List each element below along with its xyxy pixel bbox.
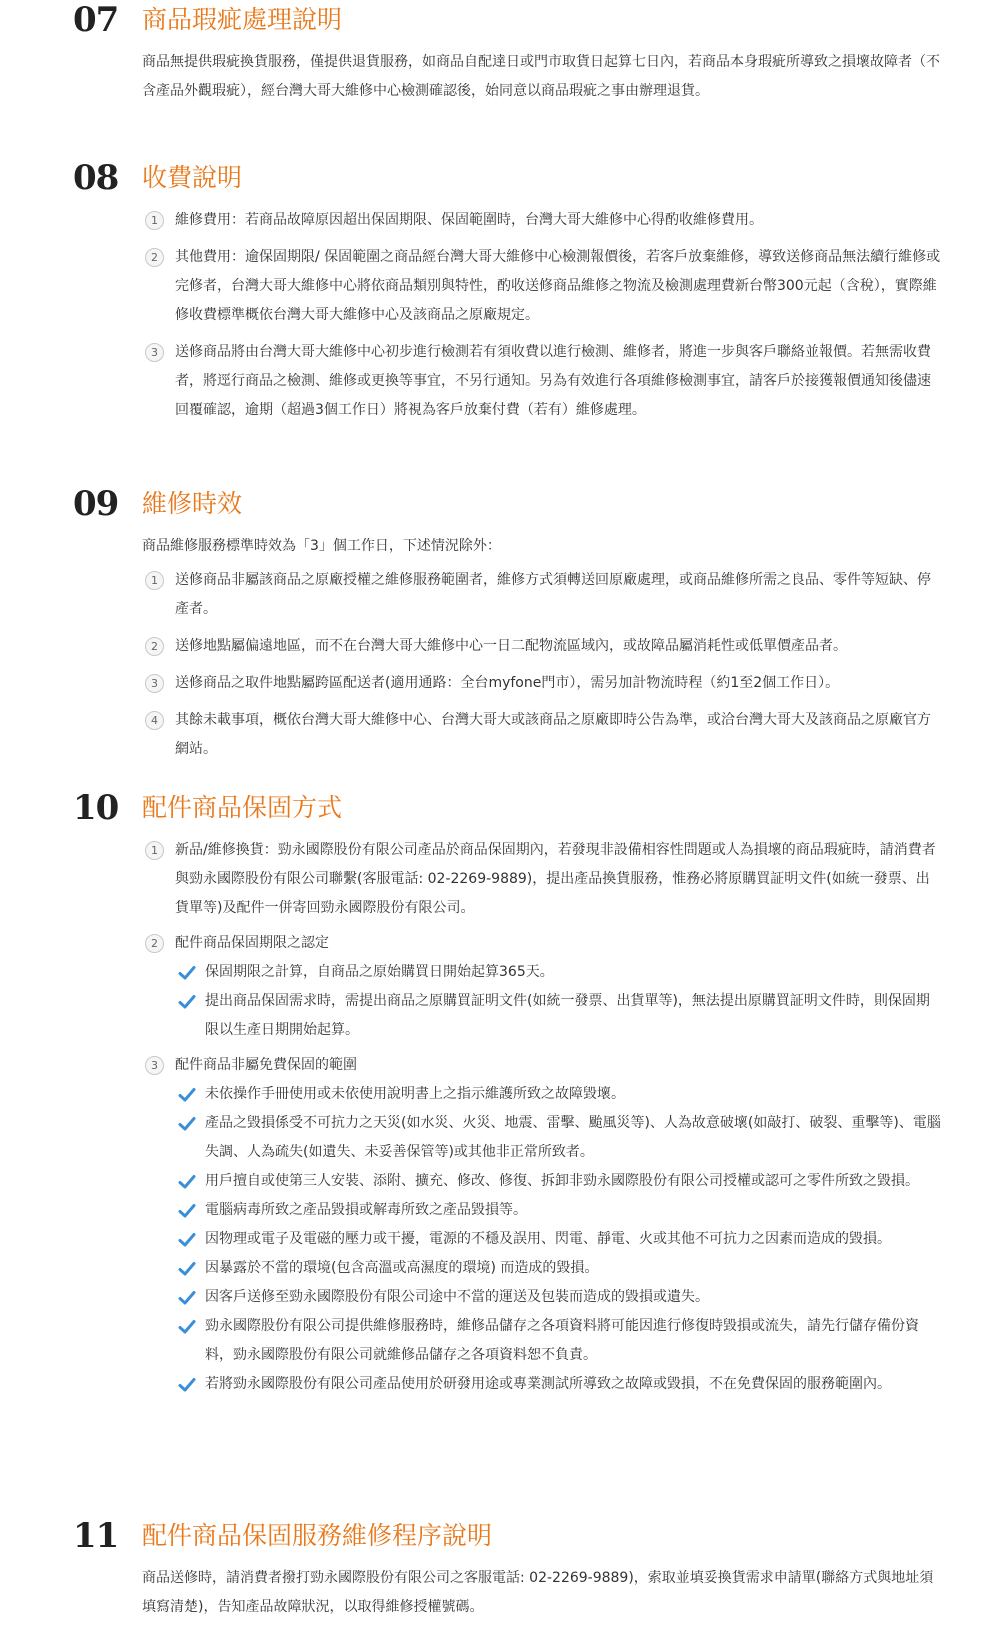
numbered-list: [142, 836, 942, 1399]
list-item-text: 新品/維修換貨：勁永國際股份有限公司產品於商品保固期內，若發現非設備相容性問題或人為損壞的商品瑕疵時，請消費者與勁永國際股份有限公司聯繫(客服電話: 02-2269-9889)，提出產品換貨服務，惟務必將原購買証明文件(如統一發票、出貨單等)及配件一併寄回勁永國際股份有限公司。: [175, 842, 936, 916]
section-11: [0, 1516, 1000, 1615]
checkmark-icon: [178, 1290, 196, 1306]
section-10: [0, 788, 1000, 1392]
check-item-text: 因客戶送修至勁永國際股份有限公司途中不當的運送及包裝而造成的毀損或遺失。: [205, 1289, 709, 1305]
section-title: 配件商品保固方式: [142, 793, 343, 822]
check-item-text: 勁永國際股份有限公司提供維修服務時，維修品儲存之各項資料將可能因進行修復時毀損或流失，請先行儲存備份資料，勁永國際股份有限公司就維修品儲存之各項資料恕不負責。: [205, 1318, 919, 1363]
list-item: [142, 929, 942, 1045]
check-item-text: 電腦病毒所致之產品毀損或解毒所致之產品毀損等。: [205, 1202, 527, 1218]
list-item-text: 配件商品非屬免費保固的範圍: [175, 1057, 357, 1073]
list-item-text: 送修商品之取件地點屬跨區配送者(適用通路：全台myfone門市），需另加計物流時程（約1至2個工作日）。: [175, 675, 840, 691]
checkmark-icon: [178, 994, 196, 1010]
number-badge: 3: [145, 343, 164, 362]
list-item: [142, 669, 942, 698]
number-badge: 1: [145, 211, 164, 230]
list-item-text: 送修商品非屬該商品之原廠授權之維修服務範圍者，維修方式須轉送回原廠處理，或商品維修所需之良品、零件等短缺、停產者。: [175, 572, 931, 617]
list-item: [142, 632, 942, 661]
checkmark-icon: [178, 1232, 196, 1248]
check-item: [175, 1196, 942, 1225]
section-title: 配件商品保固服務維修程序說明: [142, 1521, 493, 1550]
check-item: [175, 1370, 942, 1399]
list-item-text: 送修商品將由台灣大哥大維修中心初步進行檢測若有須收費以進行檢測、維修者，將進一步與客戶聯絡並報價。若無需收費者，將逕行商品之檢測、維修或更換等事宜，不另行通知。另為有效進行各項維修檢測事宜，請客戶於接獲報價通知後儘速回覆確認，逾期（超過3個工作日）將視為客戶放棄付費（若有）維修處理。: [175, 344, 931, 418]
section-title: 收費說明: [142, 163, 243, 192]
check-item-text: 保固期限之計算，自商品之原始購買日開始起算365天。: [205, 964, 554, 980]
checkmark-icon: [178, 1261, 196, 1277]
checkmark-icon: [178, 1174, 196, 1190]
section-header: [0, 0, 1000, 44]
check-list: [175, 1080, 942, 1399]
list-item-text: 送修地點屬偏遠地區，而不在台灣大哥大維修中心一日二配物流區域內，或故障品屬消耗性或低單價產品者。: [175, 638, 847, 654]
list-item-text: 配件商品保固期限之認定: [175, 935, 329, 951]
check-item: [175, 1312, 942, 1370]
check-item-text: 產品之毀損係受不可抗力之天災(如水災、火災、地震、雷擊、颱風災等)、人為故意破壞(如敲打、破裂、重擊等)、電腦失調、人為疏失(如遺失、未妥善保管等)或其他非正常所致者。: [205, 1115, 941, 1160]
section-paragraph: 商品無提供瑕疵換貨服務，僅提供退貨服務，如商品自配達日或門市取貨日起算七日內，若商品本身瑕疵所導致之損壞故障者（不含產品外觀瑕疵），經台灣大哥大維修中心檢測確認後，始同意以商品瑕疵之事由辦理退貨。: [142, 54, 940, 99]
section-07: [0, 0, 1000, 99]
section-header: [0, 158, 1000, 202]
section-08: [0, 158, 1000, 418]
list-item: [142, 706, 942, 764]
numbered-list: [142, 566, 942, 764]
section-title: 維修時效: [142, 489, 243, 518]
number-badge: 3: [145, 1056, 164, 1075]
list-item: [142, 206, 942, 235]
section-number: 08: [73, 158, 119, 198]
checkmark-icon: [178, 1377, 196, 1393]
number-badge: 1: [145, 571, 164, 590]
check-item: [175, 1254, 942, 1283]
number-badge: 2: [145, 248, 164, 267]
number-badge: 4: [145, 711, 164, 730]
list-item: [142, 338, 942, 425]
number-badge: 2: [145, 637, 164, 656]
section-09: [0, 484, 1000, 757]
check-item: [175, 1109, 942, 1167]
checkmark-icon: [178, 1087, 196, 1103]
section-number: 09: [73, 484, 119, 524]
section-paragraph: 商品送修時，請消費者撥打勁永國際股份有限公司之客服電話: 02-2269-9889)，索取並填妥換貨需求申請單(聯絡方式與地址須填寫清楚)，告知產品故障狀況，以取得維修授權號碼。: [142, 1570, 934, 1615]
section-intro: 商品維修服務標準時效為「3」個工作日，下述情況除外：: [142, 538, 501, 554]
numbered-list: [142, 206, 942, 425]
number-badge: 1: [145, 841, 164, 860]
check-item: [175, 1167, 942, 1196]
list-item-text: 維修費用：若商品故障原因超出保固期限、保固範圍時，台灣大哥大維修中心得酌收維修費用。: [175, 212, 763, 228]
checkmark-icon: [178, 1116, 196, 1132]
section-number: 10: [73, 788, 119, 828]
list-item: [142, 243, 942, 330]
list-item: [142, 1051, 942, 1399]
list-item-text: 其他費用：逾保固期限/ 保固範圍之商品經台灣大哥大維修中心檢測報價後，若客戶放棄維修，導致送修商品無法續行維修或完修者，台灣大哥大維修中心將依商品類別與特性，酌收送修商品維修之物流及檢測處理費新台幣300元起（含稅），實際維修收費標準概依台灣大哥大維修中心及該商品之原廠規定。: [175, 249, 941, 323]
list-item: [142, 836, 942, 923]
check-item-text: 若將勁永國際股份有限公司產品使用於研發用途或專業測試所導致之故障或毀損，不在免費保固的服務範圍內。: [205, 1376, 891, 1392]
section-header: [0, 1516, 1000, 1560]
check-item-text: 用戶擅自或使第三人安裝、添附、擴充、修改、修復、拆卸非勁永國際股份有限公司授權或認可之零件所致之毀損。: [205, 1173, 919, 1189]
section-header: [0, 484, 1000, 528]
section-number: 07: [73, 0, 119, 40]
check-item-text: 提出商品保固需求時，需提出商品之原購買証明文件(如統一發票、出貨單等)，無法提出原購買証明文件時，則保固期限以生產日期開始起算。: [205, 993, 930, 1038]
list-item-text: 其餘未載事項，概依台灣大哥大維修中心、台灣大哥大或該商品之原廠即時公告為準，或洽台灣大哥大及該商品之原廠官方網站。: [175, 712, 931, 757]
section-title: 商品瑕疵處理說明: [142, 5, 343, 34]
list-item: [142, 566, 942, 624]
check-item: [175, 1225, 942, 1254]
number-badge: 3: [145, 674, 164, 693]
check-item: [175, 987, 942, 1045]
check-item-text: 因暴露於不當的環境(包含高溫或高濕度的環境) 而造成的毀損。: [205, 1260, 599, 1276]
check-item: [175, 1080, 942, 1109]
checkmark-icon: [178, 965, 196, 981]
check-list: [175, 958, 942, 1045]
section-number: 11: [73, 1516, 119, 1556]
check-item-text: 未依操作手冊使用或未依使用說明書上之指示維護所致之故障毀壞。: [205, 1086, 625, 1102]
check-item: [175, 1283, 942, 1312]
checkmark-icon: [178, 1319, 196, 1335]
number-badge: 2: [145, 934, 164, 953]
checkmark-icon: [178, 1203, 196, 1219]
section-header: [0, 788, 1000, 832]
check-item-text: 因物理或電子及電磁的壓力或干擾，電源的不穩及誤用、閃電、靜電、火或其他不可抗力之因素而造成的毀損。: [205, 1231, 891, 1247]
check-item: [175, 958, 942, 987]
